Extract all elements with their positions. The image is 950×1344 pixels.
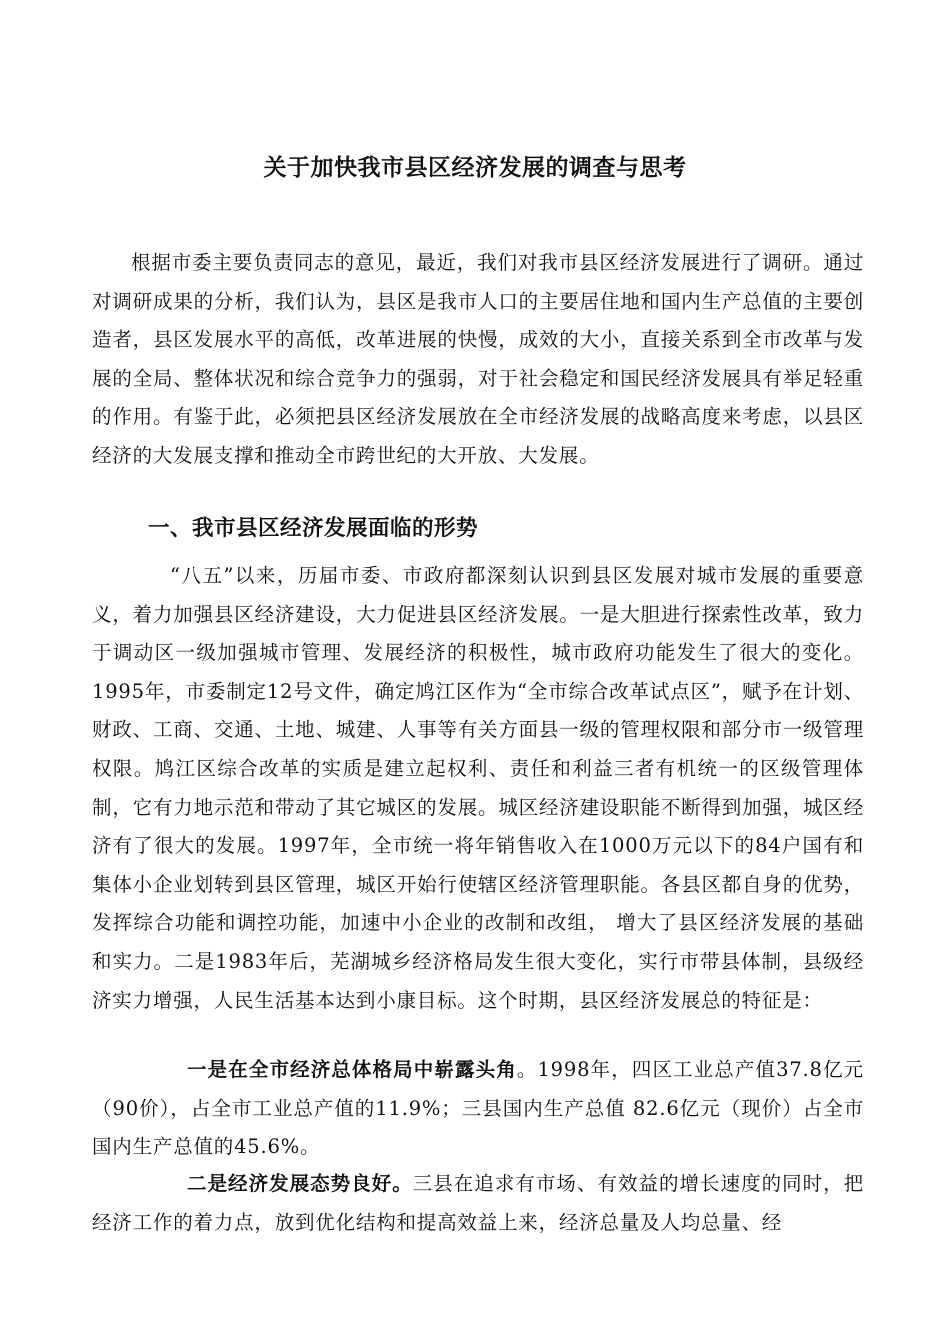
paragraph-point-1 xyxy=(92,1051,864,1167)
document-title: 关于加快我市县区经济发展的调查与思考 xyxy=(263,155,687,181)
paragraph-situation: “八五”以来，历届市委、市政府都深刻认识到县区发展对城市发展的重要意义，着力加强县区经济建设，大力促进县区经济发展。一是大胆进行探索性改革，致力于调动区一级加强城市管理、发展经济的积极性，城市政府功能发生了很大的变化。1995年，市委制定12号文件，确定鸠江区作为“全市综合改革试点区”，赋予在计划、财政、工商、交通、土地、城建、人事等有关方面县一级的管理权限和部分市一级管理权限。鸠江区综合改革的实质是建立起权利、责任和利益三者有机统一的区级管理体制，它有力地示范和带动了其它城区的发展。城区经济建设职能不断得到加强，城区经济有了很大的发展。1997年，全市统一将年销售收入在1000万元以下的84户国有和集体小企业划转到县区管理，城区开始行使辖区经济管理职能。各县区都自身的优势，发挥综合功能和调控功能，加速中小企业的改制和改组， 增大了县区经济发展的基础和实力。二是1983年后，芜湖城乡经济格局发生很大变化，实行市带县体制，县级经济实力增强，人民生活基本达到小康目标。这个时期，县区经济发展总的特征是： xyxy=(92,564,864,1012)
point-2-lead: 二是经济发展态势良好。 xyxy=(187,1172,413,1195)
point-1-text: 。1998年，四区工业总产值37.8亿元（90价），占全市工业总产值的11.9%；三县国内生产总值 82.6亿元（现价）占全市国内生产总值的45.6%。 xyxy=(92,1058,864,1159)
point-2-text: 三县在追求有市场、有效益的增长速度的同时，把经济工作的着力点，放到优化结构和提高效益上来，经济总量及人均总量、经 xyxy=(92,1172,864,1234)
paragraph-intro: 根据市委主要负责同志的意见，最近，我们对我市县区经济发展进行了调研。通过对调研成果的分析，我们认为，县区是我市人口的主要居住地和国内生产总值的主要创造者，县区发展水平的高低，改革进展的快慢，成效的大小，直接关系到全市改革与发展的全局、整体状况和综合竞争力的强弱，对于社会稳定和国民经济发展具有举足轻重的作用。有鉴于此，必须把县区经济发展放在全市经济发展的战略高度来考虑，以县区经济的大发展支撑和推动全市跨世纪的大开放、大发展。 xyxy=(92,251,864,467)
section-heading-1: 一、我市县区经济发展面临的形势 xyxy=(148,516,479,541)
point-1-lead: 一是在全市经济总体格局中崭露头角 xyxy=(187,1058,517,1081)
paragraph-point-2 xyxy=(92,1165,864,1242)
